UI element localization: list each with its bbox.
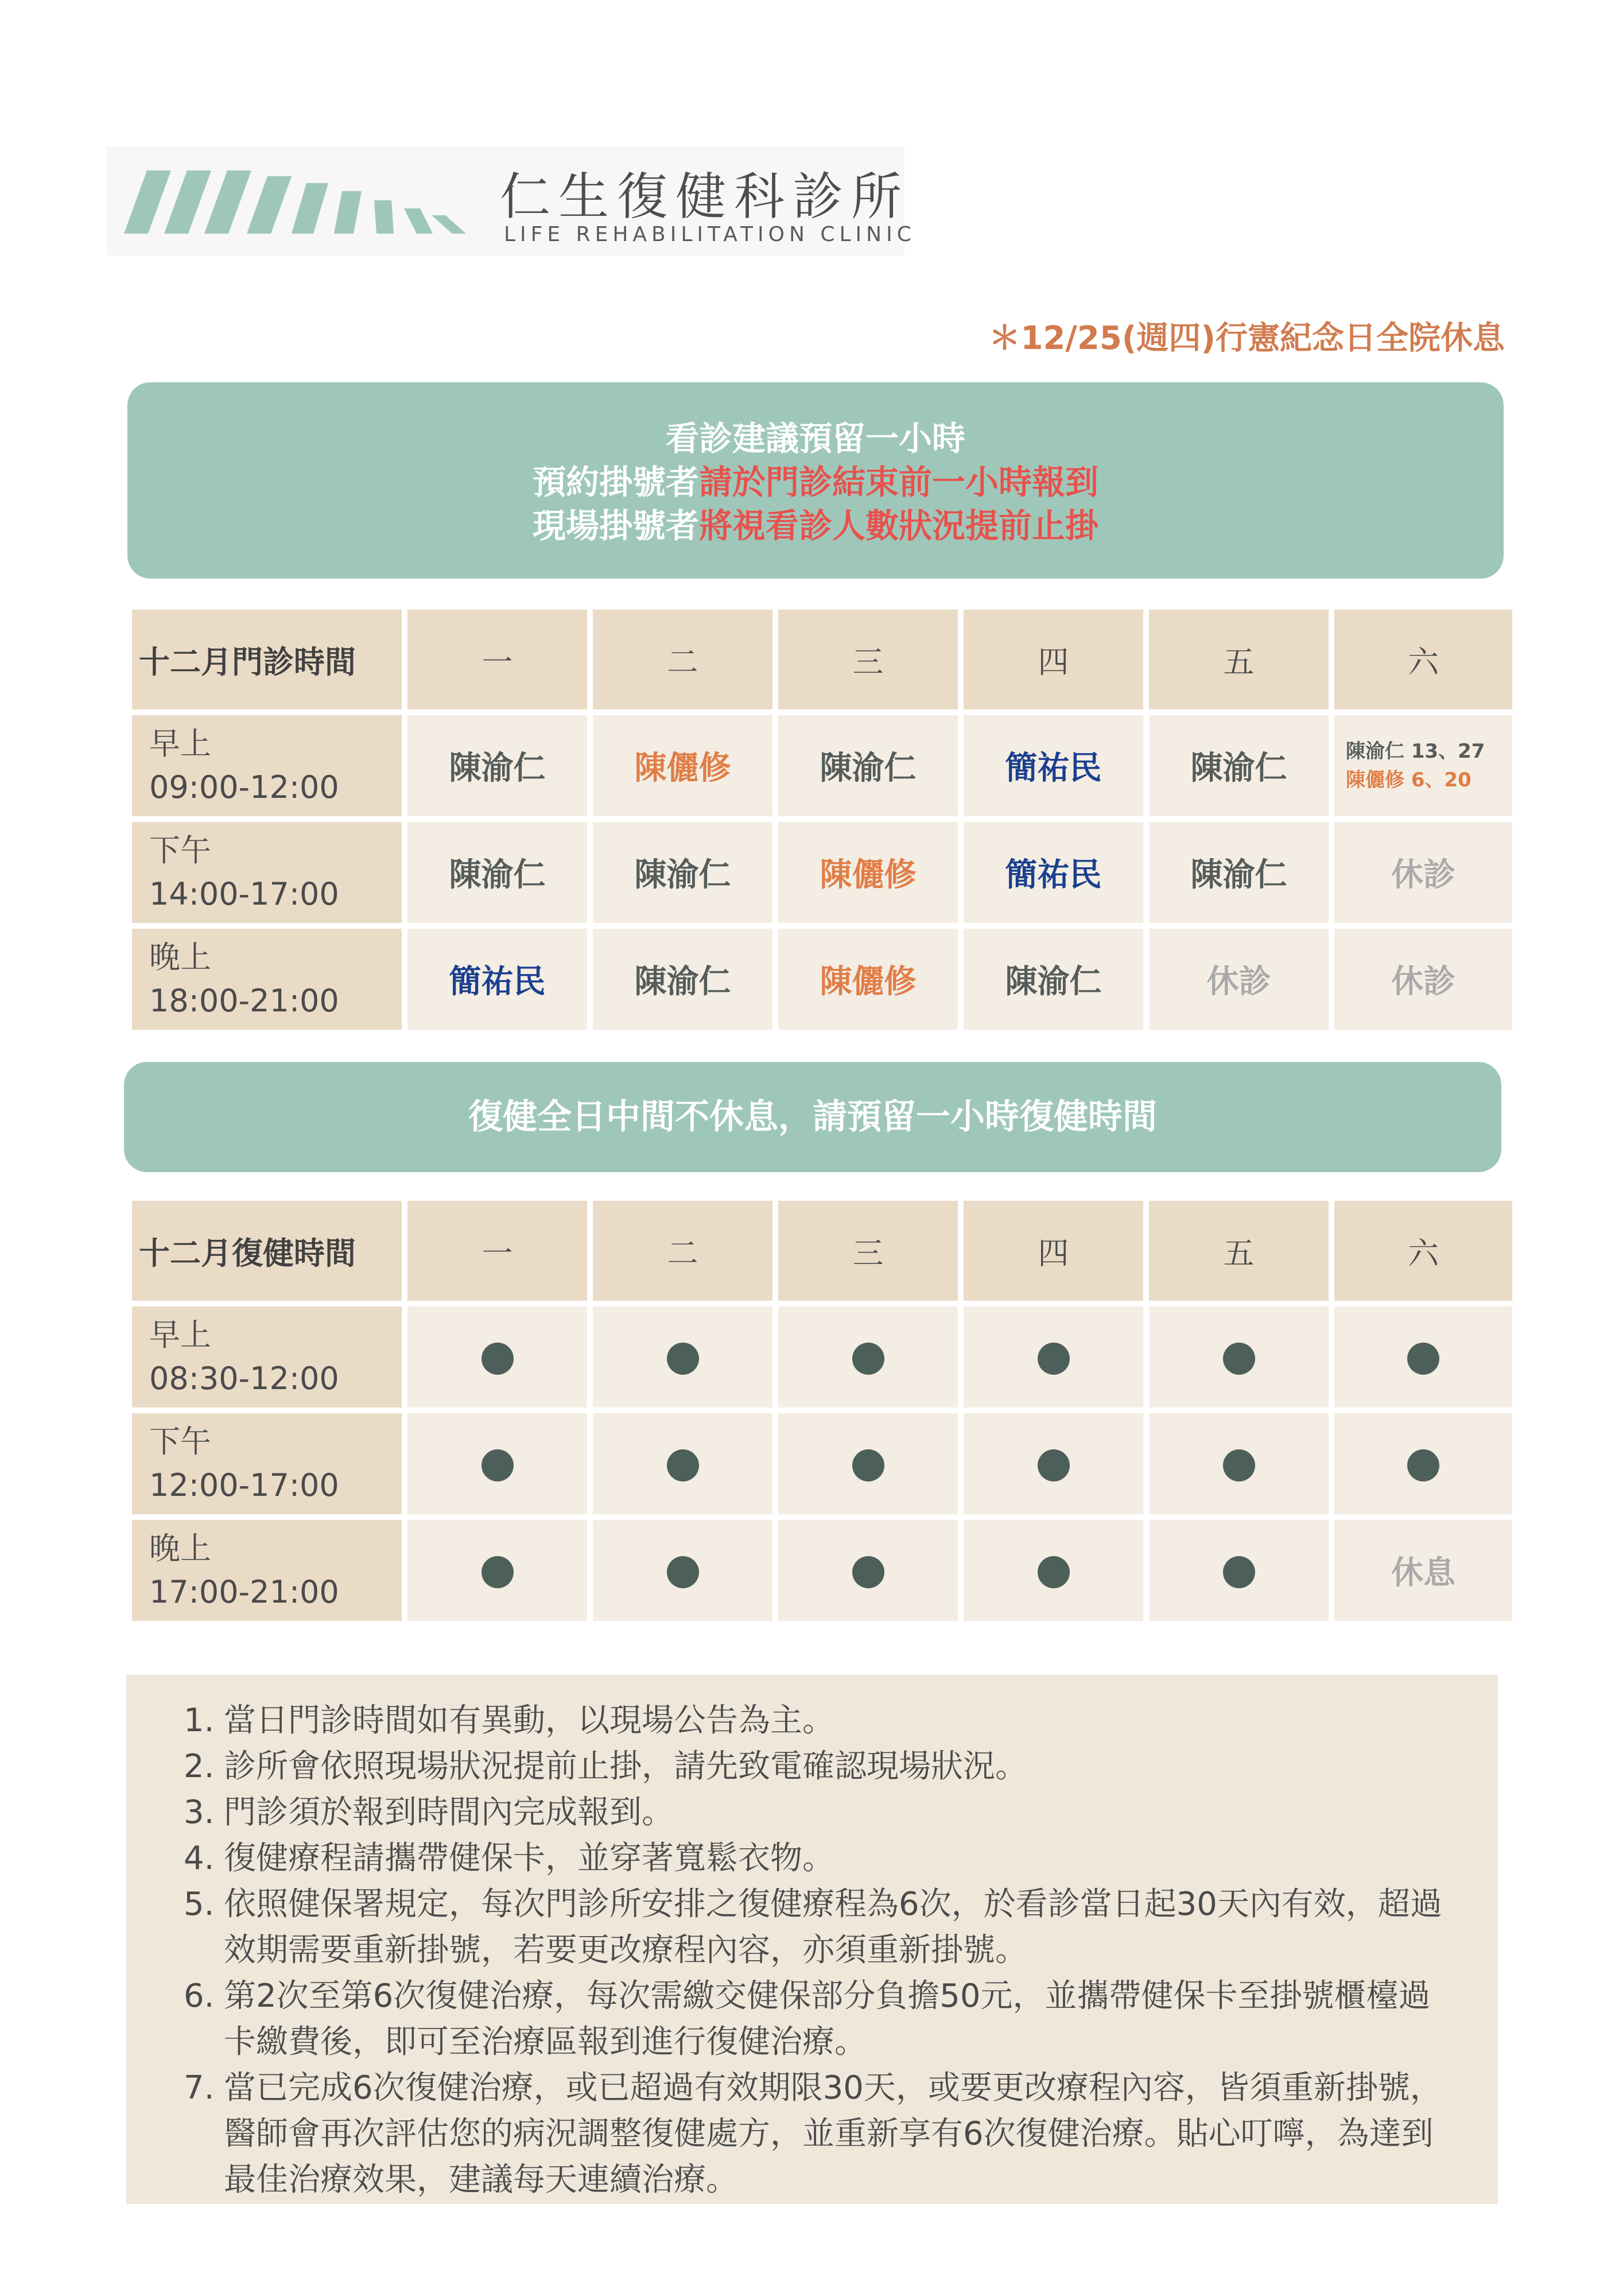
rehab-cell [1149, 1520, 1329, 1621]
doctor-cell: 簡祐民 [407, 929, 587, 1030]
rehab-cell [1149, 1306, 1329, 1407]
time-range: 12:00-17:00 [149, 1467, 339, 1503]
rehab-cell [1334, 1413, 1512, 1514]
logo-stripes-icon [124, 170, 468, 234]
rehab-banner-text: 復健全日中間不休息，請預留一小時復健時間 [468, 1097, 1157, 1137]
clinic-logo [107, 146, 916, 255]
doctor-cell: 陳渝仁 [593, 929, 772, 1030]
table-header-row [132, 1201, 1512, 1301]
notes-list [184, 1698, 1446, 2203]
note-number: 3. [184, 1794, 215, 1831]
list-item [184, 1744, 1446, 1790]
time-range: 17:00-21:00 [149, 1574, 339, 1610]
doctor-cell: 陳渝仁 [1149, 822, 1329, 923]
time-range: 14:00-17:00 [149, 876, 339, 912]
rehab-cell [407, 1306, 587, 1407]
period-label: 下午 [149, 1424, 211, 1460]
open-dot-icon [1223, 1449, 1255, 1481]
doctor-cell: 陳渝仁 [407, 822, 587, 923]
period-label: 晚上 [149, 1530, 211, 1566]
note-number: 6. [184, 1977, 215, 2015]
table-row [132, 1413, 1512, 1514]
open-dot-icon [1407, 1449, 1439, 1481]
day-header: 二 [593, 610, 772, 709]
rehab-cell [1334, 1306, 1512, 1407]
rehab-cell [964, 1306, 1143, 1407]
day-header: 一 [407, 610, 587, 709]
banner-line-1: 看診建議預留一小時 [665, 419, 965, 458]
open-dot-icon [482, 1556, 514, 1588]
banner-line-2-highlight: 請於門診結束前一小時報到 [699, 463, 1099, 502]
appointment-banner [127, 382, 1504, 579]
doctor-cell: 陳儷修 [778, 822, 958, 923]
time-slot-label [132, 715, 402, 816]
doctor-cell: 簡祐民 [964, 715, 1143, 816]
rehab-cell [778, 1306, 958, 1407]
time-slot-label [132, 1413, 402, 1514]
rehab-cell [593, 1413, 772, 1514]
table-row [132, 822, 1512, 923]
table-header-row [132, 610, 1512, 709]
open-dot-icon [667, 1343, 699, 1375]
banner-line-2 [127, 460, 1504, 504]
open-dot-icon [482, 1449, 514, 1481]
rehab-cell [407, 1413, 587, 1514]
closed-cell: 休息 [1334, 1520, 1512, 1621]
note-text: 診所會依照現場狀況提前止掛，請先致電確認現場狀況。 [224, 1748, 1027, 1785]
closed-cell: 休診 [1149, 929, 1329, 1030]
period-label: 晚上 [149, 939, 211, 975]
doctor-cell: 陳渝仁 [964, 929, 1143, 1030]
doctor-cell: 陳渝仁 [593, 822, 772, 923]
open-dot-icon [1223, 1343, 1255, 1375]
banner-line-2-prefix: 預約掛號者 [532, 463, 699, 502]
note-text: 當已完成6次復健治療，或已超過有效期限30天，或要更改療程內容，皆須重新掛號，醫師會再次評估您的病況調整復健處方，並重新享有6次復健治療。貼心叮嚀，為達到最佳治療效果，建議每天連續治療。 [224, 2069, 1442, 2198]
period-label: 早上 [149, 726, 211, 762]
note-text: 當日門診時間如有異動，以現場公告為主。 [224, 1702, 834, 1739]
doctor-cell: 陳儷修 [778, 929, 958, 1030]
doctor-cell: 簡祐民 [964, 822, 1143, 923]
rehab-cell [778, 1520, 958, 1621]
open-dot-icon [667, 1449, 699, 1481]
open-dot-icon [852, 1343, 884, 1375]
rehab-cell [964, 1413, 1143, 1514]
note-text: 依照健保署規定，每次門診所安排之復健療程為6次，於看診當日起30天內有效，超過效期需要重新掛號，若要更改療程內容，亦須重新掛號。 [224, 1886, 1442, 1969]
closed-cell: 休診 [1334, 929, 1512, 1030]
rehab-table-title: 十二月復健時間 [132, 1201, 402, 1301]
closed-cell: 休診 [1334, 822, 1512, 923]
open-dot-icon [852, 1556, 884, 1588]
clinic-schedule-table [126, 604, 1518, 1035]
note-number: 1. [184, 1702, 215, 1739]
open-dot-icon [852, 1449, 884, 1481]
banner-line-3-highlight: 將視看診人數狀況提前止掛 [699, 506, 1099, 545]
open-dot-icon [482, 1343, 514, 1375]
open-dot-icon [1038, 1556, 1070, 1588]
period-label: 早上 [149, 1317, 211, 1353]
day-header: 一 [407, 1201, 587, 1301]
list-item [184, 2065, 1446, 2203]
table-row [132, 1306, 1512, 1407]
open-dot-icon [667, 1556, 699, 1588]
period-label: 下午 [149, 832, 211, 868]
list-item [184, 1790, 1446, 1836]
doctor-cell: 陳渝仁 [1149, 715, 1329, 816]
rehab-schedule-table [126, 1195, 1518, 1627]
day-header: 六 [1334, 610, 1512, 709]
time-range: 08:30-12:00 [149, 1360, 339, 1397]
list-item [184, 1973, 1446, 2065]
time-slot-label [132, 1306, 402, 1407]
banner-line-3-prefix: 現場掛號者 [532, 506, 699, 545]
table-row [132, 1520, 1512, 1621]
rehab-cell [964, 1520, 1143, 1621]
doctor-cell: 陳儷修 [593, 715, 772, 816]
day-header: 五 [1149, 610, 1329, 709]
holiday-notice: ＊12/25(週四)行憲紀念日全院休息 [988, 320, 1505, 357]
rehab-cell [593, 1306, 772, 1407]
rehab-cell [407, 1520, 587, 1621]
day-header: 六 [1334, 1201, 1512, 1301]
open-dot-icon [1038, 1449, 1070, 1481]
list-item [184, 1836, 1446, 1882]
time-slot-label [132, 822, 402, 923]
time-slot-label [132, 929, 402, 1030]
doctor-cell-saturday [1334, 715, 1512, 816]
list-item [184, 1882, 1446, 1973]
time-range: 18:00-21:00 [149, 983, 339, 1019]
rehab-cell [778, 1413, 958, 1514]
table-row [132, 929, 1512, 1030]
clinic-name-en: LIFE REHABILITATION CLINIC [504, 223, 916, 246]
day-header: 三 [778, 1201, 958, 1301]
clinic-table-title: 十二月門診時間 [132, 610, 402, 709]
table-row [132, 715, 1512, 816]
doctor-cell: 陳渝仁 [778, 715, 958, 816]
open-dot-icon [1038, 1343, 1070, 1375]
note-number: 5. [184, 1886, 215, 1923]
note-number: 7. [184, 2069, 215, 2107]
open-dot-icon [1223, 1556, 1255, 1588]
notes-box [126, 1675, 1498, 2204]
doctor-cell: 陳渝仁 [407, 715, 587, 816]
banner-line-3 [127, 504, 1504, 548]
clinic-name-cn: 仁生復健科診所 [500, 167, 910, 226]
note-text: 復健療程請攜帶健保卡，並穿著寬鬆衣物。 [224, 1840, 834, 1877]
day-header: 五 [1149, 1201, 1329, 1301]
day-header: 二 [593, 1201, 772, 1301]
day-header: 三 [778, 610, 958, 709]
note-text: 第2次至第6次復健治療，每次需繳交健保部分負擔50元，並攜帶健保卡至掛號櫃檯過卡繳費後，即可至治療區報到進行復健治療。 [224, 1977, 1431, 2061]
day-header: 四 [964, 1201, 1143, 1301]
time-range: 09:00-12:00 [149, 769, 339, 805]
saturday-doctor-line-2: 陳儷修 6、20 [1346, 769, 1471, 792]
time-slot-label [132, 1520, 402, 1621]
rehab-banner [124, 1062, 1501, 1172]
note-number: 2. [184, 1748, 215, 1785]
note-number: 4. [184, 1840, 215, 1877]
open-dot-icon [1407, 1343, 1439, 1375]
day-header: 四 [964, 610, 1143, 709]
rehab-cell [1149, 1413, 1329, 1514]
note-text: 門診須於報到時間內完成報到。 [224, 1794, 674, 1831]
saturday-doctor-line-1: 陳渝仁 13、27 [1346, 740, 1485, 763]
rehab-cell [593, 1520, 772, 1621]
list-item [184, 1698, 1446, 1744]
